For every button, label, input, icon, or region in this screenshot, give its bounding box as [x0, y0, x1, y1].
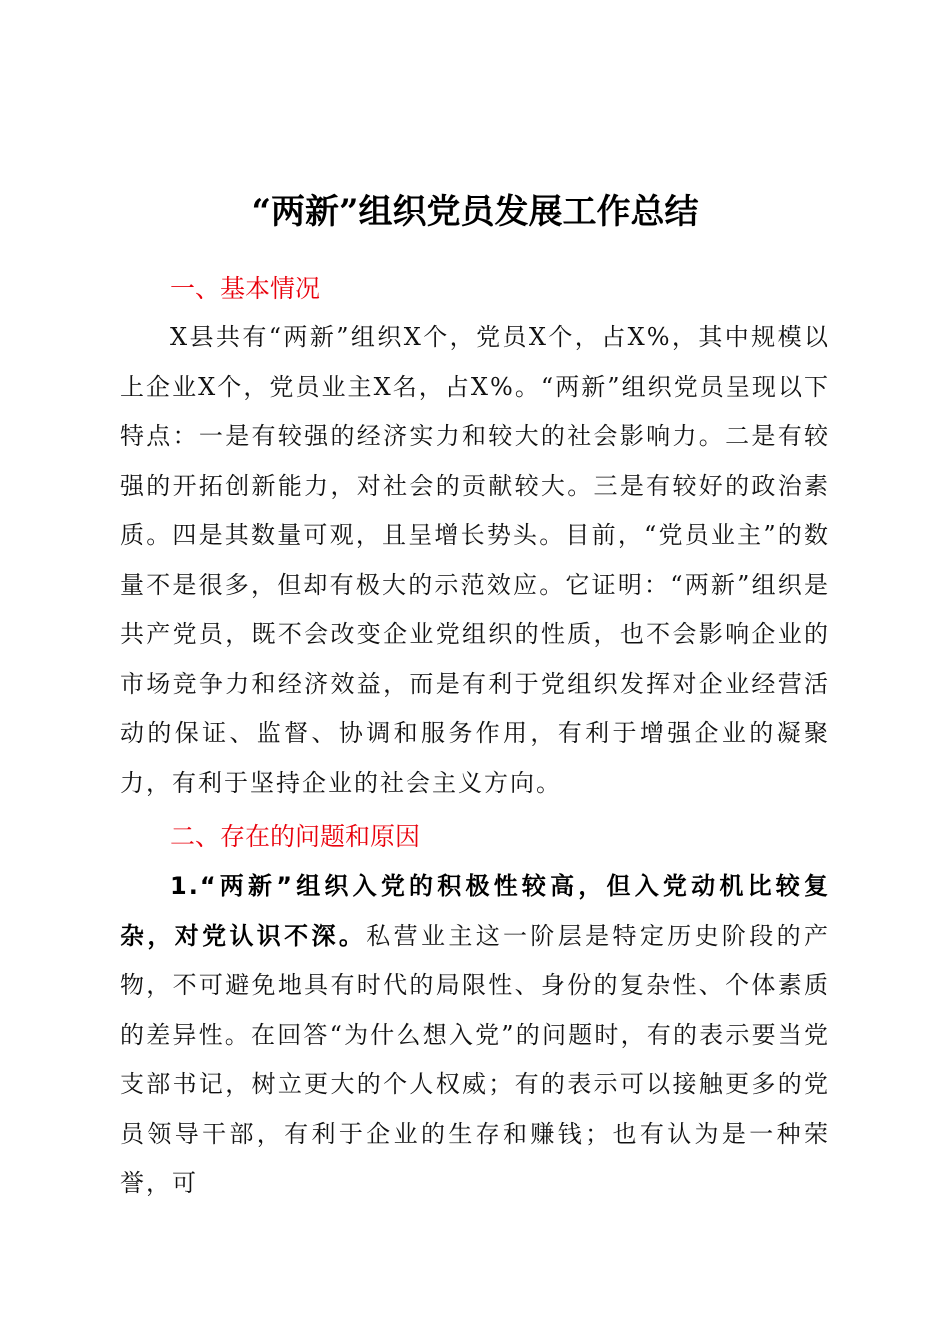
section-paragraph-basic-situation: X县共有“两新”组织X个，党员X个，占X%，其中规模以上企业X个，党员业主X名，占X%。“两新”组织党员呈现以下特点：一是有较强的经济实力和较大的社会影响力。二是有较强的开拓创新能力，对社会的贡献较大。三是有较好的政治素质。四是其数量可观，且呈增长势头。目前，“党员业主”的数量不是很多，但却有极大的示范效应。它证明：“两新”组织是共产党员，既不会改变企业党组织的性质，也不会影响企业的市场竞争力和经济效益，而是有利于党组织发挥对企业经营活动的保证、监督、协调和服务作用，有利于增强企业的凝聚力，有利于坚持企业的社会主义方向。 — [120, 323, 830, 797]
section-heading-problems: 二、存在的问题和原因 — [170, 822, 421, 851]
item-lead-sentence: 1.“两新”组织入党的积极性较高，但入党动机比较复杂，对党认识不深。 — [120, 872, 830, 950]
section-paragraph-problems — [120, 862, 830, 1209]
page-title: “两新”组织党员发展工作总结 — [251, 192, 699, 232]
section-heading-basic-situation: 一、基本情况 — [170, 274, 321, 303]
item-body-text: 私营业主这一阶层是特定历史阶段的产物，不可避免地具有时代的局限性、身份的复杂性、个体素质的差异性。在回答“为什么想入党”的问题时，有的表示要当党支部书记，树立更大的个人权威；有的表示可以接触更多的党员领导干部，有利于企业的生存和赚钱；也有认为是一种荣誉，可 — [120, 921, 831, 1197]
